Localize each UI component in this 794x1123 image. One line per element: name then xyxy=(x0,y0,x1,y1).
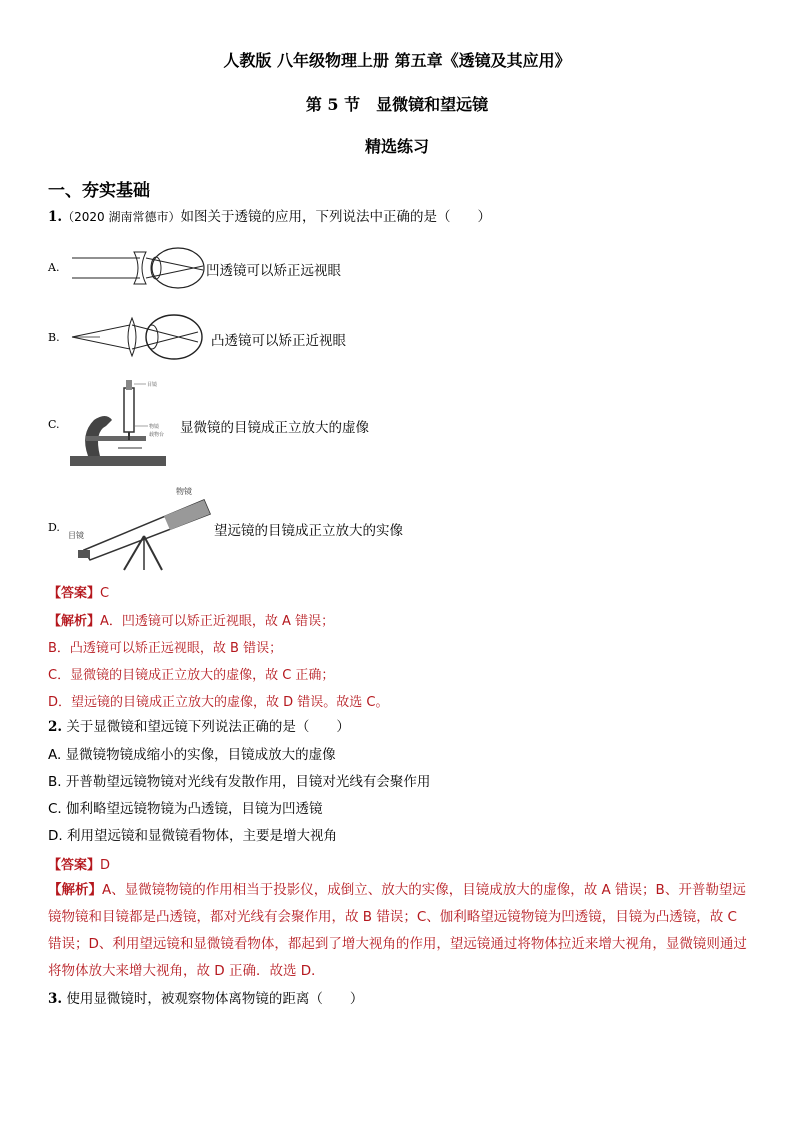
option-c-microscope-diagram xyxy=(66,376,182,470)
label-telescope-eyepiece: 目镜 xyxy=(68,531,84,540)
option-a-text: 凹透镜可以矫正远视眼 xyxy=(206,263,341,279)
document-title: 人教版 八年级物理上册 第五章《透镜及其应用》 xyxy=(223,51,571,70)
label-stage: 载物台 xyxy=(149,432,165,438)
q1-analysis-line-1 xyxy=(48,610,334,629)
analysis-text: A、显微镜物镜的作用相当于投影仪，成倒立、放大的实像，目镜成放大的虚像，故 A 错误；B、开普勒望远镜物镜和目镜都是凸透镜，都对光线有会聚作用，故 B 错误；C、伽利略望远镜物镜为凹透镜，目镜为凸透镜，故 C 错误；D、利用望远镜和显微镜看物体，都起到了增大视角的作用，望远镜通过将物体拉近来增大视角，显微镜则通过将物体放大来增大视角，故 D 正确．故选 D． xyxy=(48,882,747,979)
answer-tag: 【答案】 xyxy=(48,586,101,601)
label-telescope-objective: 物镜 xyxy=(176,487,192,496)
part-heading: 一、夯实基础 xyxy=(48,181,150,201)
answer-value: C xyxy=(100,586,110,601)
section-title: 第 5 节 显微镜和望远镜 xyxy=(305,95,489,114)
question-2 xyxy=(48,717,350,737)
analysis-text: A．凹透镜可以矫正近视眼，故 A 错误； xyxy=(100,614,335,629)
question-stem: 使用显微镜时，被观察物体离物镜的距离（ ） xyxy=(66,991,364,1007)
q2-option-a: A. 显微镜物镜成缩小的实像，目镜成放大的虚像 xyxy=(48,747,336,763)
question-1 xyxy=(48,207,491,227)
option-d-text: 望远镜的目镜成正立放大的实像 xyxy=(214,523,403,539)
question-number: 1. xyxy=(48,209,63,225)
q2-option-b: B. 开普勒望远镜物镜对光线有发散作用，目镜对光线有会聚作用 xyxy=(48,774,431,790)
answer-tag: 【答案】 xyxy=(48,858,101,873)
q1-analysis-line-3: C．显微镜的目镜成正立放大的虚像，故 C 正确； xyxy=(48,668,335,683)
option-d-label: D. xyxy=(48,521,60,534)
q1-answer xyxy=(48,582,109,601)
q2-analysis xyxy=(48,877,748,985)
label-objective: 物镜 xyxy=(149,424,160,430)
question-stem: 关于显微镜和望远镜下列说法正确的是（ ） xyxy=(66,719,350,735)
option-a-eye-diagram xyxy=(70,246,210,290)
q2-option-d: D. 利用望远镜和显微镜看物体，主要是增大视角 xyxy=(48,828,337,844)
question-stem: 如图关于透镜的应用，下列说法中正确的是（ ） xyxy=(180,209,491,225)
question-number: 2. xyxy=(48,719,63,735)
q1-analysis-line-4: D．望远镜的目镜成正立放大的虚像，故 D 错误。故选 C。 xyxy=(48,695,389,710)
question-3 xyxy=(48,989,363,1009)
option-b-text: 凸透镜可以矫正近视眼 xyxy=(211,333,346,349)
analysis-tag: 【解析】 xyxy=(48,882,102,898)
answer-value: D xyxy=(100,858,111,873)
option-d-telescope-diagram xyxy=(64,480,214,572)
subtitle: 精选练习 xyxy=(364,137,429,156)
q2-option-c: C. 伽利略望远镜物镜为凸透镜，目镜为凹透镜 xyxy=(48,801,323,817)
option-c-label: C. xyxy=(48,418,60,431)
question-source: （2020 湖南常德市） xyxy=(62,210,181,224)
option-b-eye-diagram xyxy=(70,312,210,362)
option-c-text: 显微镜的目镜成正立放大的虚像 xyxy=(180,420,369,436)
option-b-label: B. xyxy=(48,331,60,344)
q1-analysis-line-2: B．凸透镜可以矫正远视眼，故 B 错误； xyxy=(48,641,283,656)
question-number: 3. xyxy=(48,991,63,1007)
label-eyepiece: 目镜 xyxy=(147,382,158,388)
option-a-label: A. xyxy=(48,261,60,274)
analysis-tag: 【解析】 xyxy=(48,614,101,629)
q2-answer xyxy=(48,854,110,873)
